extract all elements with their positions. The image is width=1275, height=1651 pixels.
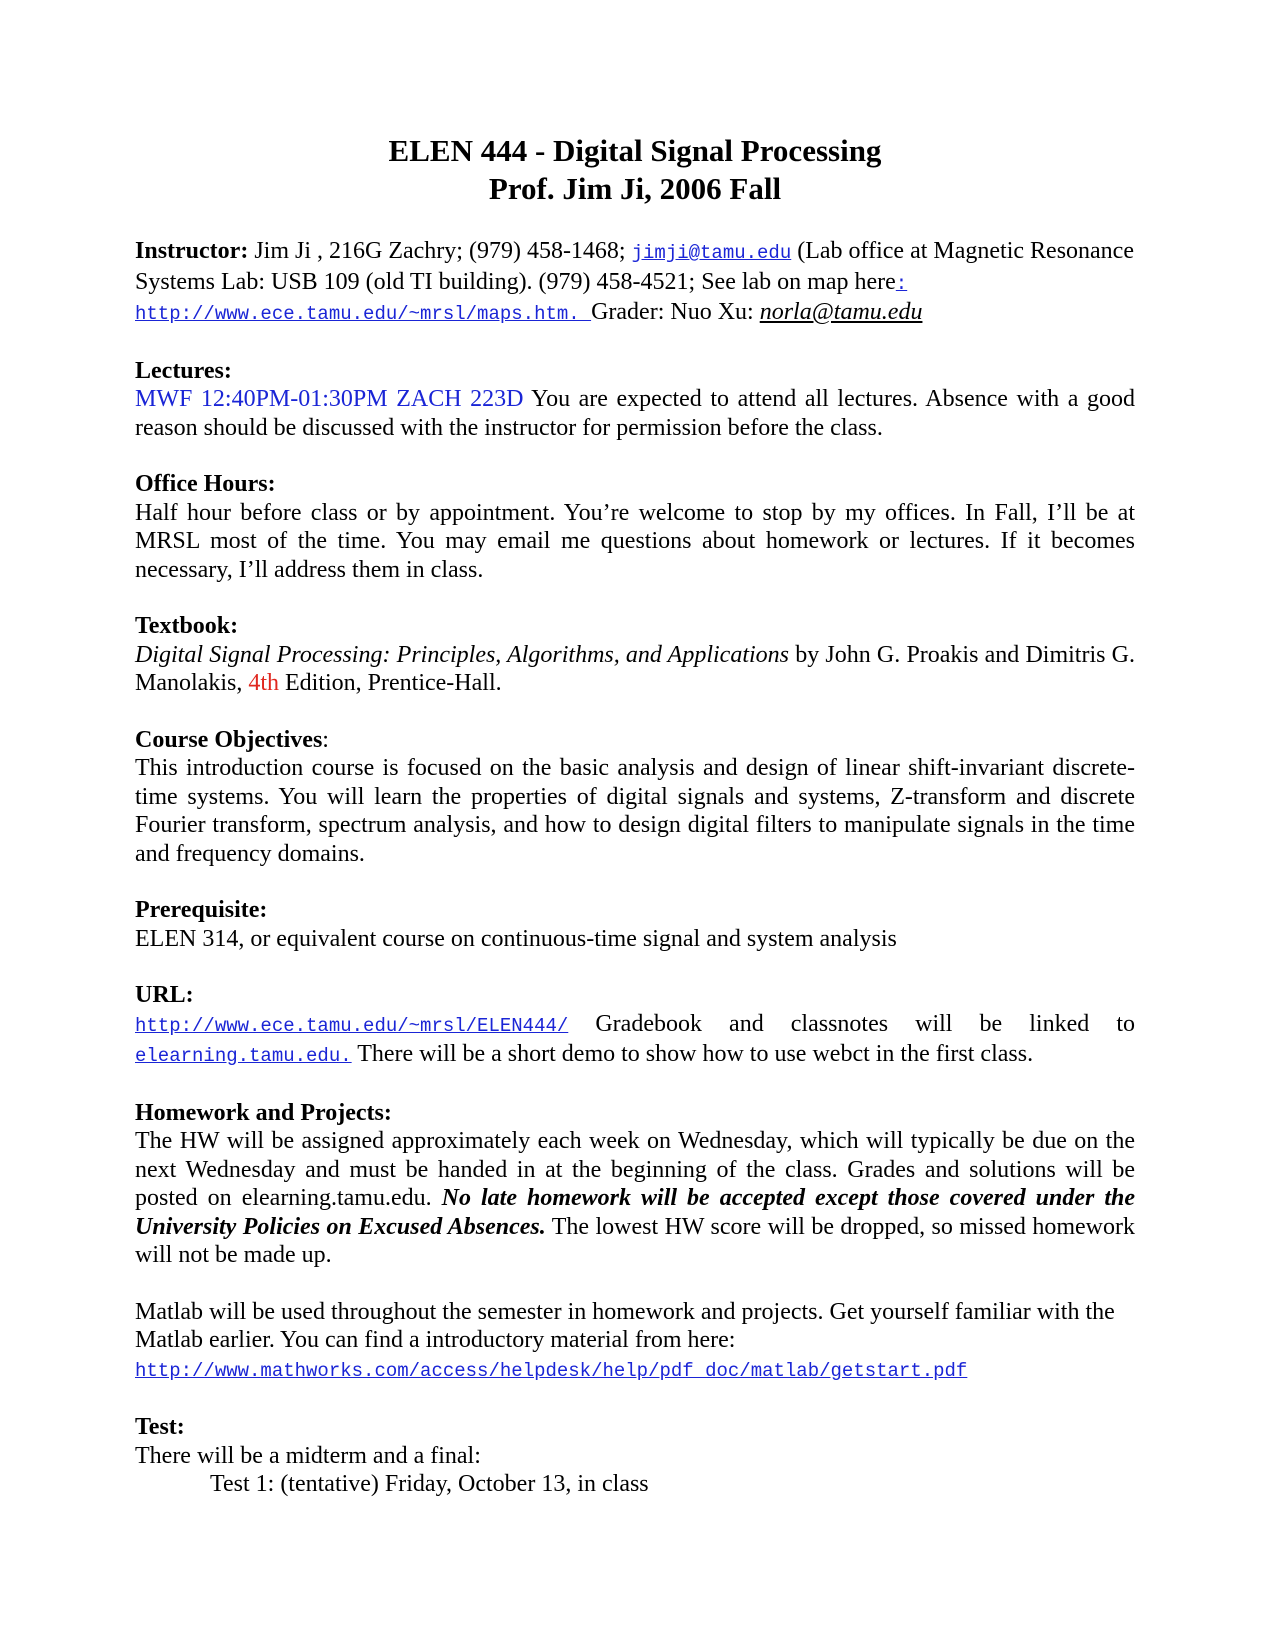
instructor-section xyxy=(135,237,1135,329)
matlab-text: Matlab will be used throughout the semester in homework and projects. Get yourself familiar with the Matlab earlier. You can find a introductory material from here: xyxy=(135,1298,1115,1353)
test-heading: Test: xyxy=(135,1414,185,1440)
url-heading: URL: xyxy=(135,982,194,1008)
textbook-authors: by John G. Proakis and Dimitris G. Manolakis, xyxy=(135,641,1135,696)
course-title: ELEN 444 - Digital Signal Processing xyxy=(388,133,882,168)
office-hours-section xyxy=(135,470,1135,584)
instructor-label: Instructor: xyxy=(135,238,249,264)
instructor-email-link[interactable]: jimji@tamu.edu xyxy=(631,242,792,264)
late-homework-policy: No late homework will be accepted except those covered under the University Policies on Excused Absences. xyxy=(135,1185,1135,1240)
homework-text-2: The lowest HW score will be dropped, so missed homework will not be made up. xyxy=(135,1213,1135,1268)
objectives-colon: : xyxy=(322,726,329,753)
map-colon-link[interactable]: : xyxy=(895,272,908,295)
course-url-link[interactable]: http://www.ece.tamu.edu/~mrsl/ELEN444/ xyxy=(135,1014,569,1037)
objectives-heading: Course Objectives xyxy=(135,726,323,753)
course-subtitle: Prof. Jim Ji, 2006 Fall xyxy=(488,171,782,206)
textbook-edition: 4th xyxy=(248,670,279,696)
homework-section xyxy=(135,1099,1135,1270)
objectives-text: This introduction course is focused on the basic analysis and design of linear shift-invariant discrete-time systems. You will learn the properties of digital signals and systems, Z-transform and discrete Fourier transform, spectrum analysis, and how to design digital filters to manipulate signals in the time and frequency domains. xyxy=(135,755,1135,867)
url-text-2: There will be a short demo to show how to use webct in the first class. xyxy=(351,1041,1034,1067)
elearning-link[interactable]: elearning.tamu.edu. xyxy=(135,1045,352,1067)
office-hours-text: Half hour before class or by appointment. You’re welcome to stop by my offices. In Fall, I’ll be at MRSL most of the time. You may email me questions about homework or lectures. If it becomes necessary, I’ll address them in class. xyxy=(135,499,1135,583)
lecture-schedule: MWF 12:40PM-01:30PM ZACH 223D xyxy=(135,386,524,412)
instructor-text: Jim Ji , 216G Zachry; (979) 458-1468; xyxy=(248,238,632,264)
objectives-section xyxy=(135,726,1135,869)
lectures-heading: Lectures: xyxy=(135,357,232,384)
prerequisite-heading: Prerequisite: xyxy=(135,897,268,923)
textbook-title: Digital Signal Processing: Principles, Algorithms, and Applications xyxy=(135,641,790,668)
matlab-section xyxy=(135,1298,1135,1386)
test-text: There will be a midterm and a final: xyxy=(135,1442,481,1469)
test-section xyxy=(135,1413,1135,1499)
prerequisite-section xyxy=(135,896,1135,953)
homework-heading: Homework and Projects: xyxy=(135,1099,392,1126)
grader-email-link[interactable]: norla@tamu.edu xyxy=(759,299,923,325)
test-item-1: Test 1: (tentative) Friday, October 13, in class xyxy=(210,1471,649,1497)
url-text-1: Gradebook and classnotes will be linked to xyxy=(568,1010,1135,1037)
prerequisite-text: ELEN 314, or equivalent course on continuous-time signal and system analysis xyxy=(135,925,897,952)
map-link[interactable]: http://www.ece.tamu.edu/~mrsl/maps.htm. xyxy=(135,303,592,325)
textbook-publisher: Edition, Prentice-Hall. xyxy=(279,670,502,696)
textbook-heading: Textbook: xyxy=(135,613,239,639)
matlab-link[interactable]: http://www.mathworks.com/access/helpdesk/help/pdf_doc/matlab/getstart.pdf xyxy=(135,1359,968,1382)
lab-office-text: (Lab office at Magnetic Resonance Systems Lab: USB 109 (old TI building). (979) 458-4521; See lab on map here xyxy=(135,238,1134,295)
grader-text: Grader: Nuo Xu: xyxy=(591,299,760,325)
office-hours-heading: Office Hours: xyxy=(135,471,276,497)
lectures-section xyxy=(135,357,1135,443)
document-title xyxy=(135,132,1135,208)
homework-text-1: The HW will be assigned approximately each week on Wednesday, which will typically be due on the next Wednesday and must be handed in at the beginning of the class. Grades and solutions will be posted on elearning.tamu.edu. xyxy=(135,1128,1135,1211)
lectures-text: You are expected to attend all lectures. Absence with a good reason should be discussed with the instructor for permission before the class. xyxy=(135,386,1135,441)
url-section xyxy=(135,981,1135,1071)
textbook-section xyxy=(135,612,1135,698)
